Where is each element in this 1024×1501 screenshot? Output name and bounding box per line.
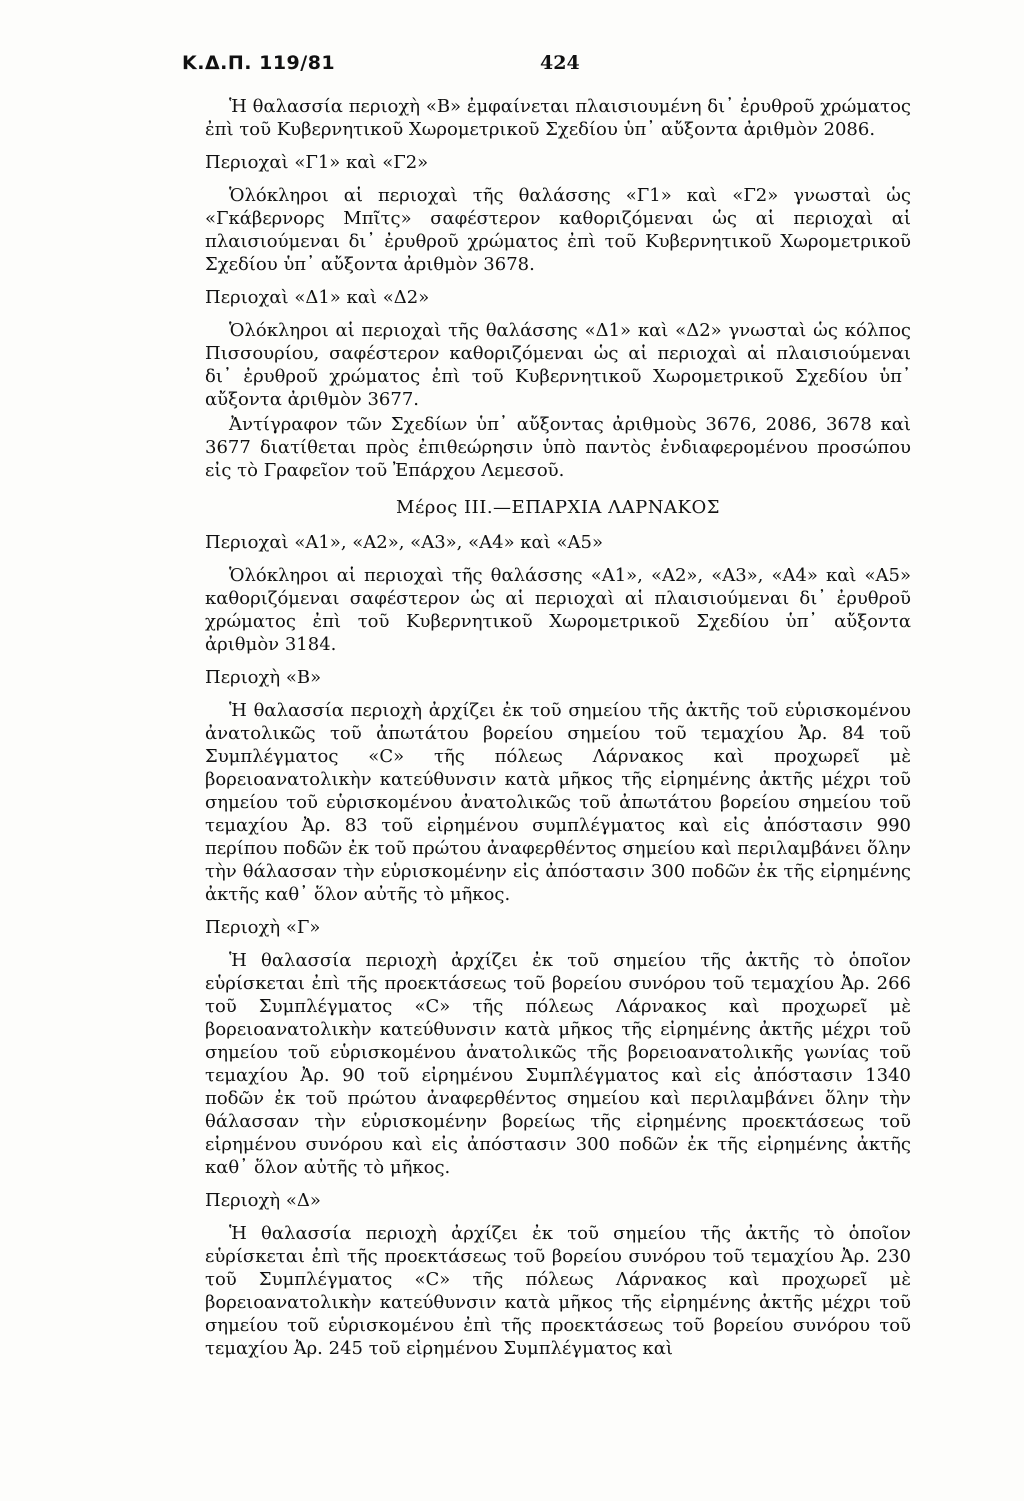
- heading-regions-d1-d2: Περιοχαὶ «Δ1» καὶ «Δ2»: [205, 287, 430, 308]
- paragraph-regions-a1-a5: Ὁλόκληροι αἱ περιοχαὶ τῆς θαλάσσης «Α1», «Α2», «Α3», «Α4» καὶ «Α5» καθοριζόμεναι σαφέστερον ὡς αἱ περιοχαὶ αἱ πλαισιούμεναι δι᾽ ἐρυθροῦ χρώματος ἐπὶ τοῦ Κυβερνητικοῦ Χωρομετρικοῦ Σχεδίου ὑπ᾽ αὔξοντα ἀριθμὸν 3184.: [205, 565, 911, 655]
- paragraph-regions-d1-d2: Ὁλόκληροι αἱ περιοχαὶ τῆς θαλάσσης «Δ1» καὶ «Δ2» γνωσταὶ ὡς κόλπος Πισσουρίου, σαφέστερον καθοριζόμεναι ὡς αἱ περιοχαὶ αἱ πλαισιούμεναι δι᾽ ἐρυθροῦ χρώματος ἐπὶ τοῦ Κυβερνητικοῦ Χωρομετρικοῦ Σχεδίου ὑπ᾽ αὔξοντα ἀριθμὸν 3677.: [205, 320, 911, 410]
- body-text: [205, 95, 911, 1362]
- part-title: Μέρος ΙΙΙ.—ΕΠΑΡΧΙΑ ΛΑΡΝΑΚΟΣ: [396, 497, 720, 518]
- heading-region-d: Περιοχὴ «Δ»: [205, 1190, 321, 1211]
- paragraph-plan-copies: Ἀντίγραφον τῶν Σχεδίων ὑπ᾽ αὔξοντας ἀριθμοὺς 3676, 2086, 3678 καὶ 3677 διατίθεται πρὸς ἐπιθεώρησιν ὑπὸ παντὸς ἐνδιαφερομένου προσώπου εἰς τὸ Γραφεῖον τοῦ Ἐπάρχου Λεμεσοῦ.: [205, 414, 911, 481]
- paragraph-region-b: Ἡ θαλασσία περιοχὴ ἀρχίζει ἐκ τοῦ σημείου τῆς ἀκτῆς τοῦ εὑρισκομένου ἀνατολικῶς τοῦ ἀπωτάτου βορείου σημείου τοῦ τεμαχίου Ἀρ. 84 τοῦ Συμπλέγματος «C» τῆς πόλεως Λάρνακος καὶ προχωρεῖ μὲ βορειοανατολικὴν κατεύθυνσιν κατὰ μῆκος τῆς εἰρημένης ἀκτῆς μέχρι τοῦ σημείου τοῦ εὑρισκομένου ἀνατολικῶς τοῦ ἀπωτάτου βορείου σημείου τοῦ τεμαχίου Ἀρ. 83 τοῦ εἰρημένου συμπλέγματος καὶ εἰς ἀπόστασιν 990 περίπου ποδῶν ἐκ τοῦ πρώτου ἀναφερθέντος σημείου καὶ περιλαμβάνει ὅλην τὴν θάλασσαν τὴν εὑρισκομένην εἰς ἀπόστασιν 300 ποδῶν ἐκ τῆς εἰρημένης ἀκτῆς καθ᾽ ὅλον αὐτῆς τὸ μῆκος.: [205, 700, 911, 905]
- paragraph-region-g: Ἡ θαλασσία περιοχὴ ἀρχίζει ἐκ τοῦ σημείου τῆς ἀκτῆς τὸ ὁποῖον εὑρίσκεται ἐπὶ τῆς προεκτάσεως τοῦ βορείου συνόρου τοῦ τεμαχίου Ἀρ. 266 τοῦ Συμπλέγματος «C» τῆς πόλεως Λάρνακος καὶ προχωρεῖ μὲ βορειοανατολικὴν κατεύθυνσιν κατὰ μῆκος τῆς εἰρημένης ἀκτῆς μέχρι τοῦ σημείου τοῦ εὑρισκομένου ἀνατολικῶς τῆς βορειοανατολικῆς γωνίας τοῦ τεμαχίου Ἀρ. 90 τοῦ εἰρημένου Συμπλέγματος καὶ εἰς ἀπόστασιν 1340 ποδῶν ἐκ τοῦ πρώτου ἀναφερθέντος σημείου καὶ περιλαμβάνει ὅλην τὴν θάλασσαν τὴν εὑρισκομένην βορείως τῆς εἰρημένης προεκτάσεως τοῦ εἰρημένου συνόρου καὶ εἰς ἀπόστασιν 300 ποδῶν ἐκ τῆς εἰρημένης ἀκτῆς καθ᾽ ὅλον αὐτῆς τὸ μῆκος.: [205, 950, 911, 1178]
- paragraph-region-d: Ἡ θαλασσία περιοχὴ ἀρχίζει ἐκ τοῦ σημείου τῆς ἀκτῆς τὸ ὁποῖον εὑρίσκεται ἐπὶ τῆς προεκτάσεως τοῦ βορείου συνόρου τοῦ τεμαχίου Ἀρ. 230 τοῦ Συμπλέγματος «C» τῆς πόλεως Λάρνακος καὶ προχωρεῖ μὲ βορειοανατολικὴν κατεύθυνσιν κατὰ μῆκος τῆς εἰρημένης ἀκτῆς μέχρι τοῦ σημείου τοῦ εὑρισκομένου ἐπὶ τῆς προεκτάσεως τοῦ βορείου συνόρου τοῦ τεμαχίου Ἀρ. 245 τοῦ εἰρημένου Συμπλέγματος καὶ: [205, 1223, 911, 1359]
- heading-regions-g1-g2: Περιοχαὶ «Γ1» καὶ «Γ2»: [205, 152, 429, 173]
- paragraph-regions-g1-g2: Ὁλόκληροι αἱ περιοχαὶ τῆς θαλάσσης «Γ1» καὶ «Γ2» γνωσταὶ ὡς «Γκάβερνορς Μπῖτς» σαφέστερον καθοριζόμεναι ὡς αἱ περιοχαὶ αἱ πλαισιούμεναι δι᾽ ἐρυθροῦ χρώματος ἐπὶ τοῦ Κυβερνητικοῦ Χωρομετρικοῦ Σχεδίου ὑπ᾽ αὔξοντα ἀριθμὸν 3678.: [205, 185, 911, 275]
- document-reference: Κ.Δ.Π. 119/81: [182, 52, 336, 74]
- heading-region-g: Περιοχὴ «Γ»: [205, 917, 321, 938]
- heading-regions-a1-a5: Περιοχαὶ «Α1», «Α2», «Α3», «Α4» καὶ «Α5»: [205, 532, 603, 553]
- heading-region-b: Περιοχὴ «Β»: [205, 667, 322, 688]
- page-number: 424: [540, 52, 580, 74]
- paragraph-region-b-intro: Ἡ θαλασσία περιοχὴ «Β» ἐμφαίνεται πλαισιουμένη δι᾽ ἐρυθροῦ χρώματος ἐπὶ τοῦ Κυβερνητικοῦ Χωρομετρικοῦ Σχεδίου ὑπ᾽ αὔξοντα ἀριθμὸν 2086.: [205, 96, 911, 140]
